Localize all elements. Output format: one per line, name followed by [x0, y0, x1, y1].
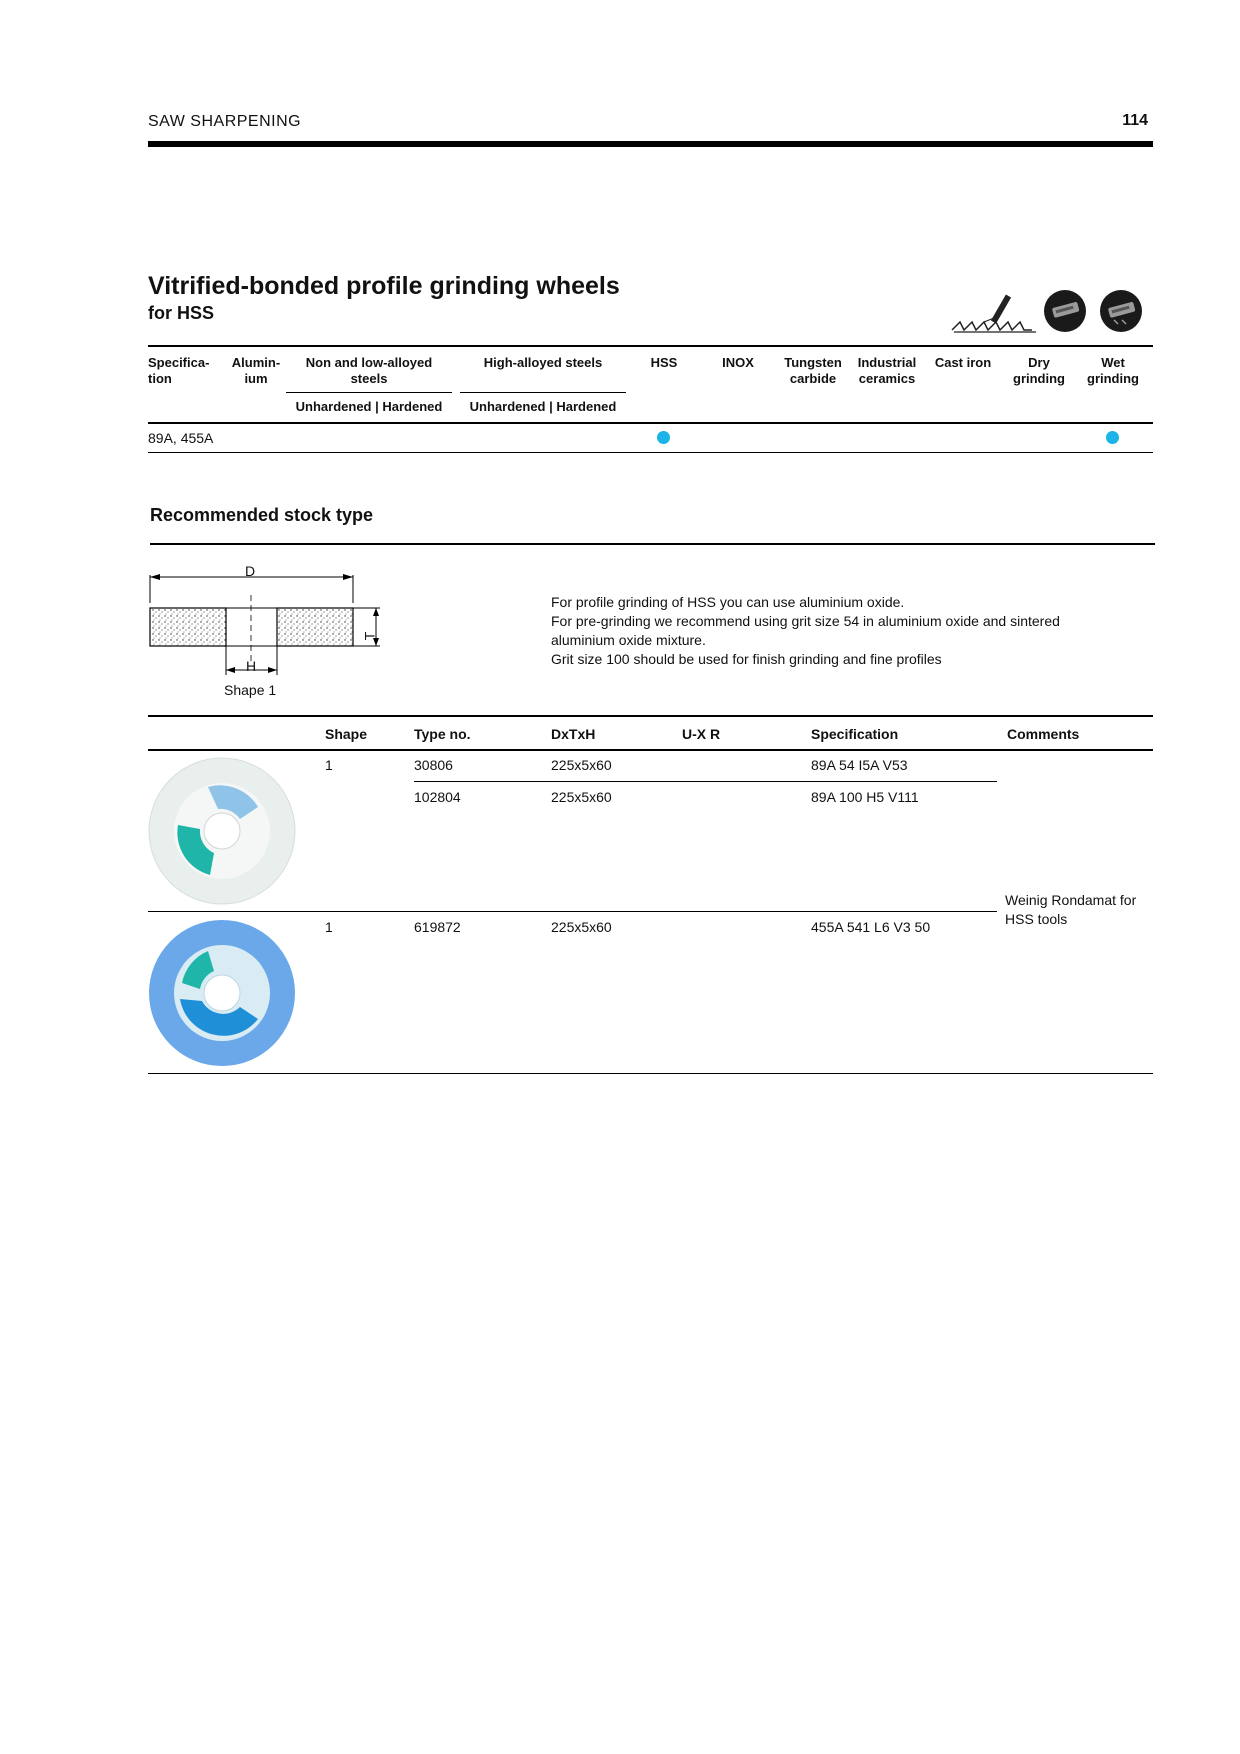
group-divider: [148, 911, 997, 912]
note-line: For pre-grinding we recommend using grit size 54 in aluminium oxide and sintered aluminium oxide mixture.: [551, 613, 1060, 648]
recommended-title: Recommended stock type: [150, 505, 374, 525]
row-type-no: 102804: [414, 789, 461, 805]
header-shape: Shape: [325, 726, 368, 742]
col-dry-grinding: Dry grinding: [1013, 355, 1065, 386]
row-dxtxh: 225x5x60: [551, 919, 612, 935]
row-type-no: 30806: [414, 757, 453, 773]
col-aluminium: Alumin- ium: [231, 355, 281, 386]
comment-text: Weinig Rondamat for HSS tools: [1005, 892, 1137, 927]
diagram-shape-label: Shape 1: [224, 682, 277, 698]
table-bottom-rule: [148, 452, 1153, 453]
row-specification: 455A 541 L6 V3 50: [811, 919, 931, 935]
header-specification: Specification: [811, 726, 899, 742]
blue-grinding-wheel-image: [148, 919, 296, 1067]
col-industrial-ceramics: Industrial ceramics: [857, 355, 917, 386]
row-shape: 1: [325, 919, 333, 935]
col-inox: INOX: [722, 355, 754, 370]
dry-grinding-icon: [1044, 290, 1086, 332]
header-type-no: Type no.: [414, 726, 471, 742]
row-type-no: 619872: [414, 919, 461, 935]
sub-non-low-alloyed: Unhardened | Hardened: [295, 399, 443, 414]
col-tungsten-carbide: Tungsten carbide: [784, 355, 842, 386]
diagram-t-label: T: [361, 631, 378, 641]
row-specification: 89A, 455A: [148, 430, 214, 446]
subheader-rule-high: [460, 392, 626, 393]
stock-table-bottom-rule: [148, 1073, 1153, 1074]
diagram-h-label: H: [246, 658, 257, 674]
row-divider: [414, 781, 997, 782]
stock-table-top-rule: [148, 715, 1153, 717]
table-top-rule: [148, 345, 1153, 347]
header-divider: [148, 141, 1153, 147]
shape-diagram: [140, 555, 400, 695]
page-subtitle: for HSS: [148, 303, 215, 323]
col-non-low-alloyed: Non and low-alloyed steels: [305, 355, 433, 386]
row-specification: 89A 54 I5A V53: [811, 757, 908, 773]
col-hss: HSS: [650, 355, 678, 370]
saw-sharpening-icon: [950, 292, 1040, 334]
row-shape: 1: [325, 757, 333, 773]
page-title: Vitrified-bonded profile grinding wheels: [148, 272, 620, 300]
recommended-rule: [150, 543, 1155, 545]
wet-grinding-marker-dot: [1106, 431, 1119, 444]
col-high-alloyed: High-alloyed steels: [483, 355, 603, 370]
col-specification: Specifica- tion: [148, 355, 210, 386]
diagram-d-label: D: [245, 563, 256, 579]
col-cast-iron: Cast iron: [934, 355, 992, 370]
header-comments: Comments: [1007, 726, 1080, 742]
wet-grinding-icon: [1100, 290, 1142, 332]
col-wet-grinding: Wet grinding: [1087, 355, 1139, 386]
header-dxtxh: DxTxH: [551, 726, 596, 742]
note-line: Grit size 100 should be used for finish grinding and fine profiles: [551, 651, 942, 667]
recommendation-note: [551, 593, 1111, 669]
table-header-rule: [148, 422, 1153, 424]
row-dxtxh: 225x5x60: [551, 757, 612, 773]
section-title: SAW SHARPENING: [148, 113, 302, 130]
hss-marker-dot: [657, 431, 670, 444]
sub-high-alloyed: Unhardened | Hardened: [469, 399, 617, 414]
page-number: 114: [1122, 112, 1148, 129]
stock-table-header-rule: [148, 749, 1153, 751]
row-dxtxh: 225x5x60: [551, 789, 612, 805]
note-line: For profile grinding of HSS you can use aluminium oxide.: [551, 594, 905, 610]
white-grinding-wheel-image: [148, 757, 296, 905]
row-specification: 89A 100 H5 V111: [811, 789, 919, 805]
subheader-rule-non-low: [286, 392, 452, 393]
header-uxr: U-X R: [682, 726, 721, 742]
